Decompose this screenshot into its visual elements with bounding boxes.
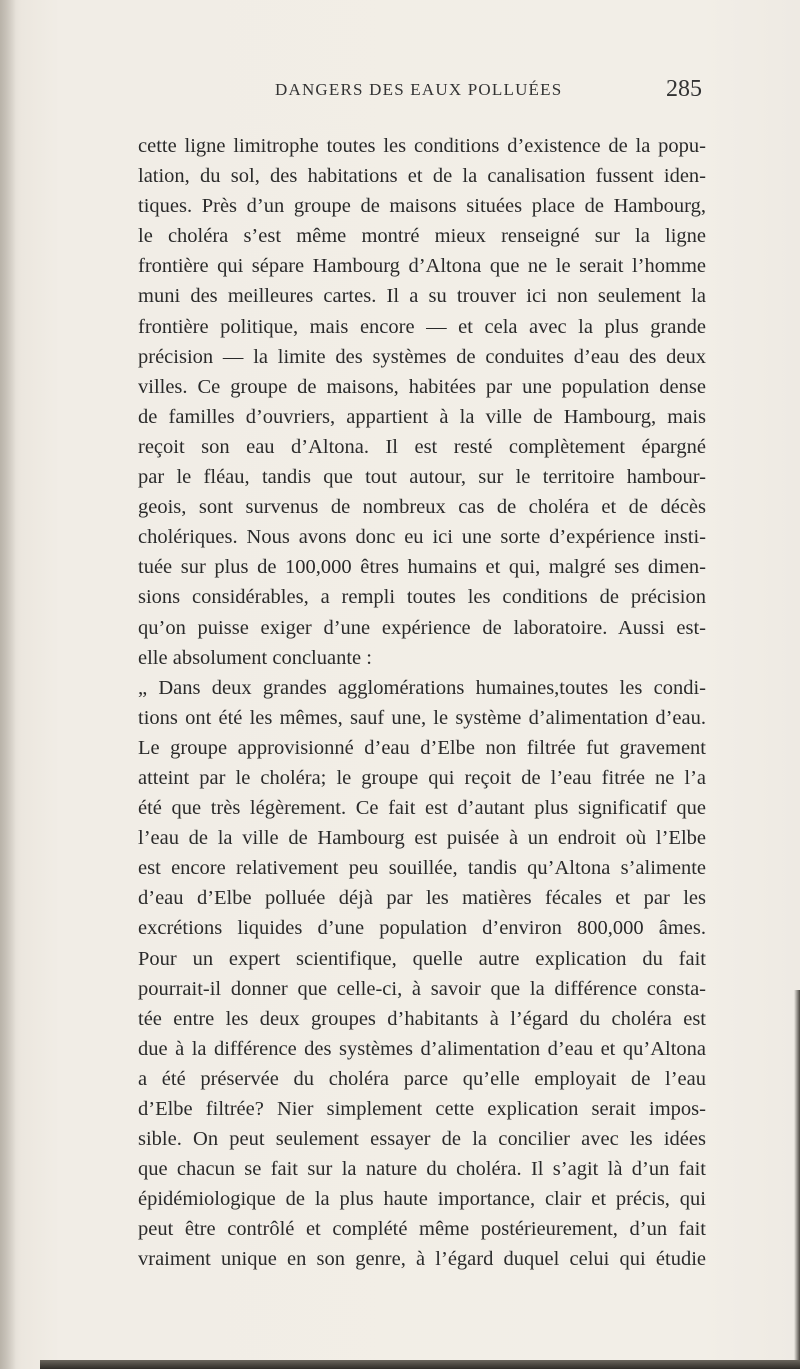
text-line: „ Dans deux grandes agglomérations humaines,toutes les condi- [138, 676, 706, 699]
text-line: tuée sur plus de 100,000 êtres humains et qui, malgré ses dimen- [138, 556, 706, 579]
text-line: lation, du sol, des habitations et de la canalisation fussent iden- [138, 165, 706, 188]
text-line: sible. On peut seulement essayer de la concilier avec les idées [138, 1128, 706, 1151]
text-line: qu’on puisse exiger d’une expérience de laboratoire. Aussi est- [138, 616, 706, 639]
text-line: excrétions liquides d’une population d’environ 800,000 âmes. [138, 917, 706, 940]
text-line: pourrait-il donner que celle-ci, à savoir que la différence consta- [138, 977, 706, 1000]
text-line: tée entre les deux groupes d’habitants à l’égard du choléra est [138, 1007, 706, 1030]
text-line: Pour un expert scientifique, quelle autre explication du fait [138, 947, 706, 970]
text-line: reçoit son eau d’Altona. Il est resté complètement épargné [138, 435, 706, 458]
text-line: d’eau d’Elbe polluée déjà par les matières fécales et par les [138, 887, 706, 910]
text-line: que chacun se fait sur la nature du choléra. Il s’agit là d’un fait [138, 1158, 706, 1181]
text-line: due à la différence des systèmes d’alimentation d’eau et qu’Altona [138, 1037, 706, 1060]
text-line: muni des meilleures cartes. Il a su trouver ici non seulement la [138, 285, 706, 308]
text-line: de familles d’ouvriers, appartient à la ville de Hambourg, mais [138, 405, 706, 428]
text-line: frontière qui sépare Hambourg d’Altona que ne le serait l’homme [138, 255, 706, 278]
text-line: vraiment unique en son genre, à l’égard duquel celui qui étudie [138, 1248, 706, 1271]
text-line: tions ont été les mêmes, sauf une, le système d’alimentation d’eau. [138, 706, 706, 729]
text-line: par le fléau, tandis que tout autour, sur le territoire hambour- [138, 466, 706, 489]
text-line: épidémiologique de la plus haute importance, clair et précis, qui [138, 1188, 706, 1211]
text-line: tiques. Près d’un groupe de maisons situées place de Hambourg, [138, 195, 706, 218]
page-number: 285 [666, 76, 702, 102]
text-line: le choléra s’est même montré mieux renseigné sur la ligne [138, 225, 706, 248]
text-line: cette ligne limitrophe toutes les conditions d’existence de la popu- [138, 135, 706, 157]
running-head [0, 76, 800, 106]
text-line: villes. Ce groupe de maisons, habitées par une population dense [138, 375, 706, 398]
text-line: Le groupe approvisionné d’eau d’Elbe non filtrée fut gravement [138, 736, 706, 759]
text-line: d’Elbe filtrée? Nier simplement cette explication serait impos- [138, 1098, 706, 1120]
page-bottom-edge [40, 1360, 800, 1369]
spine-shadow [0, 0, 16, 1369]
body-text [138, 131, 706, 1275]
text-line: a été préservée du choléra parce qu’elle employait de l’eau [138, 1067, 706, 1090]
text-line: peut être contrôlé et complété même postérieurement, d’un fait [138, 1218, 706, 1241]
text-line: précision — la limite des systèmes de conduites d’eau des deux [138, 345, 706, 368]
text-line: elle absolument concluante : [138, 646, 372, 669]
text-line: geois, sont survenus de nombreux cas de choléra et de décès [138, 496, 706, 519]
running-title: DANGERS DES EAUX POLLUÉES [275, 80, 563, 99]
text-line: est encore relativement peu souillée, tandis qu’Altona s’alimente [138, 857, 706, 880]
text-line: sions considérables, a rempli toutes les conditions de précision [138, 586, 706, 609]
text-line: frontière politique, mais encore — et cela avec la plus grande [138, 315, 706, 338]
text-line: atteint par le choléra; le groupe qui reçoit de l’eau fitrée ne l’a [138, 766, 706, 789]
text-line: été que très légèrement. Ce fait est d’autant plus significatif que [138, 797, 706, 820]
text-line: l’eau de la ville de Hambourg est puisée à un endroit où l’Elbe [138, 827, 706, 850]
text-line: cholériques. Nous avons donc eu ici une sorte d’expérience insti- [138, 526, 706, 549]
page-edge-shadow [794, 990, 800, 1369]
